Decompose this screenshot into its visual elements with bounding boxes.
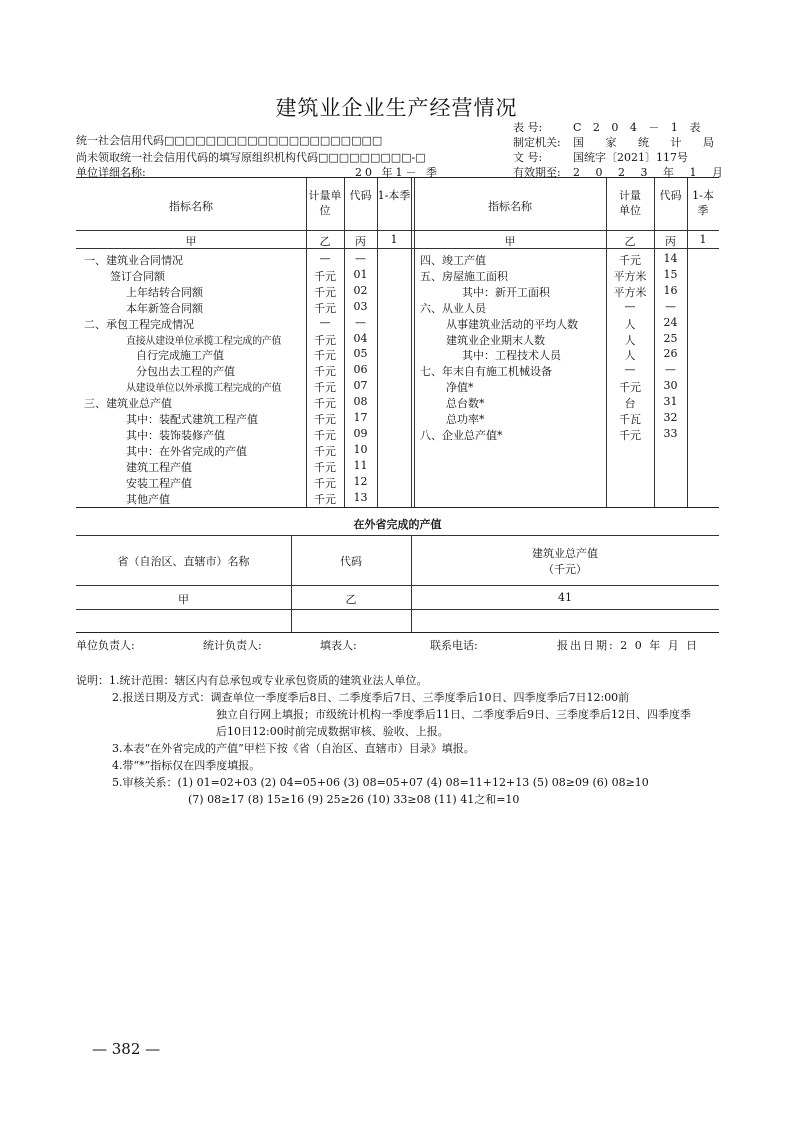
indicator-code: 10 bbox=[353, 442, 368, 456]
indicator-unit: 千元 bbox=[314, 381, 336, 395]
indicator-name: 建筑业企业期末人数 bbox=[446, 333, 545, 347]
indicator-code: 15 bbox=[663, 267, 678, 281]
org-label: 制定机关: bbox=[513, 136, 561, 149]
row-label-bing-left: 丙 bbox=[355, 235, 366, 248]
indicator-name: 四、竣工产值 bbox=[420, 254, 486, 267]
page-title: 建筑业企业生产经营情况 bbox=[275, 96, 518, 120]
indicator-unit: 千元 bbox=[619, 428, 641, 442]
indicator-name: 八、企业总产值* bbox=[420, 428, 503, 442]
indicator-unit: 人 bbox=[624, 333, 636, 347]
indicator-name: 分包出去工程的产值 bbox=[136, 365, 235, 379]
form-no: C 2 0 4 － 1 表 bbox=[573, 121, 705, 134]
valid-until: 2 0 2 3 年 1 月 bbox=[573, 166, 729, 179]
indicator-code: — bbox=[665, 299, 676, 313]
row-label-jia-right: 甲 bbox=[504, 235, 516, 248]
indicator-code: 02 bbox=[353, 283, 368, 297]
col-header-value-right: 1-本季 bbox=[692, 189, 714, 217]
indicator-unit: 千元 bbox=[619, 381, 641, 395]
indicator-code: 13 bbox=[353, 490, 368, 504]
indicator-unit: 千元 bbox=[619, 254, 641, 267]
indicator-code: 30 bbox=[663, 379, 678, 393]
indicator-unit: — bbox=[319, 252, 331, 265]
indicator-name: 总台数* bbox=[446, 397, 485, 411]
indicator-name: 签订合同额 bbox=[110, 269, 165, 283]
indicator-unit: 千元 bbox=[314, 444, 336, 458]
indicator-code: — bbox=[355, 315, 366, 329]
indicator-unit: 千元 bbox=[314, 349, 336, 363]
indicator-name: 其中：装饰装修产值 bbox=[126, 428, 225, 442]
note-line: 后10日12:00时前完成数据审核、验收、上报。 bbox=[216, 725, 449, 738]
row-label-bing-right: 丙 bbox=[665, 235, 676, 248]
indicator-name: 一、建筑业合同情况 bbox=[84, 254, 183, 267]
outside-col-code: 代码 bbox=[340, 555, 362, 568]
indicator-code: 33 bbox=[663, 426, 678, 440]
indicator-name: 六、从业人员 bbox=[420, 301, 486, 315]
indicator-code: 04 bbox=[353, 331, 368, 345]
indicator-name: 建筑工程产值 bbox=[126, 460, 192, 474]
indicator-unit: 平方米 bbox=[613, 269, 647, 283]
col-header-name-left: 指标名称 bbox=[169, 200, 213, 213]
table-bottom-rule bbox=[76, 507, 719, 508]
indicator-unit: 千元 bbox=[314, 285, 336, 299]
row-label-1-right: 1 bbox=[699, 233, 707, 246]
indicator-name: 三、建筑业总产值 bbox=[84, 397, 172, 411]
indicator-code: 07 bbox=[353, 379, 368, 393]
note-line: 5.审核关系：(1) 01=02+03 (2) 04=05+06 (3) 08=05+07 (4) 08=11+12+13 (5) 08≥09 (6) 08≥10 bbox=[112, 776, 649, 789]
indicator-code: 32 bbox=[663, 411, 678, 424]
indicator-name: 二、承包工程完成情况 bbox=[84, 317, 194, 331]
table-top-rule bbox=[76, 177, 719, 178]
indicator-code: 09 bbox=[353, 426, 368, 440]
indicator-unit: 人 bbox=[624, 317, 636, 331]
indicator-unit: 千元 bbox=[314, 333, 336, 347]
indicator-unit: 千元 bbox=[314, 413, 336, 426]
report-period: 20 年1－ 季 bbox=[355, 166, 440, 179]
indicator-name: 从事建筑业活动的平均人数 bbox=[446, 317, 578, 331]
indicator-code: 14 bbox=[663, 252, 678, 265]
indicator-code: 16 bbox=[663, 283, 678, 297]
indicator-code: 01 bbox=[353, 267, 368, 281]
indicator-code: 03 bbox=[353, 299, 368, 313]
indicator-code: 06 bbox=[353, 363, 368, 377]
unit-head-field: 单位负责人: bbox=[76, 639, 135, 652]
indicator-unit: — bbox=[624, 363, 636, 377]
indicator-name: 其中：新开工面积 bbox=[462, 285, 550, 299]
indicator-unit: 千元 bbox=[314, 492, 336, 506]
col-header-code-left: 代码 bbox=[349, 189, 372, 202]
page-number: — 382 — bbox=[92, 1040, 161, 1058]
notes bbox=[76, 672, 726, 808]
indicator-name: 其中：工程技术人员 bbox=[462, 349, 561, 363]
indicator-unit: 平方米 bbox=[613, 285, 647, 299]
indicator-unit: 人 bbox=[624, 349, 636, 363]
col-header-unit-left: 计量单位 bbox=[308, 189, 342, 217]
indicator-unit: 千元 bbox=[314, 476, 336, 490]
indicator-unit: 千元 bbox=[314, 365, 336, 379]
indicator-unit: 千元 bbox=[314, 460, 336, 474]
stat-head-field: 统计负责人: bbox=[203, 639, 262, 652]
indicator-code: 26 bbox=[663, 347, 678, 361]
indicator-name: 从建设单位以外承揽工程完成的产值 bbox=[126, 383, 282, 395]
col-header-value-left: 1-本季 bbox=[377, 189, 411, 202]
row-label-1-left: 1 bbox=[390, 233, 398, 246]
indicator-unit: 千元 bbox=[314, 397, 336, 411]
org-code-line: 尚未领取统一社会信用代码的填写原组织机构代码□□□□□□□□□-□ bbox=[76, 151, 426, 164]
indicator-name: 自行完成施工产值 bbox=[136, 349, 224, 363]
indicator-code: 11 bbox=[353, 458, 368, 472]
indicator-unit: 千元 bbox=[314, 428, 336, 442]
filler-field: 填表人: bbox=[320, 639, 357, 652]
outside-col-value-b: （千元） bbox=[543, 563, 587, 576]
indicator-name: 其他产值 bbox=[126, 492, 170, 506]
indicator-name: 其中：在外省完成的产值 bbox=[126, 444, 247, 458]
outside-caption: 在外省完成的产值 bbox=[353, 518, 442, 531]
indicator-name: 七、年末自有施工机械设备 bbox=[420, 365, 552, 379]
indicator-code: 17 bbox=[353, 411, 368, 424]
indicator-code: 08 bbox=[353, 395, 368, 409]
note-line: (7) 08≥17 (8) 15≥16 (9) 25≥26 (10) 33≥08 (11) 41之和=10 bbox=[188, 793, 520, 806]
col-header-code-right: 代码 bbox=[659, 189, 682, 202]
note-line: 3.本表“在外省完成的产值”甲栏下按《省（自治区、直辖市）目录》填报。 bbox=[112, 742, 475, 755]
org-name: 国 家 统 计 局 bbox=[573, 136, 723, 149]
indicator-name: 直接从建设单位承揽工程完成的产值 bbox=[126, 335, 282, 347]
indicator-name: 五、房屋施工面积 bbox=[420, 269, 508, 283]
phone-field: 联系电话: bbox=[430, 639, 478, 652]
indicator-name: 净值* bbox=[446, 381, 474, 395]
note-line: 4.带“*”指标仅在四季度填报。 bbox=[112, 759, 261, 772]
col-header-name-right: 指标名称 bbox=[488, 200, 532, 213]
indicator-code: 25 bbox=[663, 331, 678, 345]
indicator-unit: 台 bbox=[624, 397, 636, 411]
col-header-unit-right: 计量单位 bbox=[619, 189, 641, 217]
row-label-yi-left: 乙 bbox=[319, 235, 331, 248]
indicator-code: — bbox=[665, 363, 676, 377]
indicator-name: 安装工程产值 bbox=[126, 476, 192, 490]
unit-name-label: 单位详细名称: bbox=[76, 166, 146, 179]
indicator-code: 12 bbox=[353, 474, 368, 488]
outside-row-code: 乙 bbox=[345, 593, 357, 606]
doc-number: 国统字〔2021〕117号 bbox=[573, 151, 688, 164]
indicator-name: 上年结转合同额 bbox=[126, 285, 203, 299]
indicator-name: 总功率* bbox=[446, 413, 485, 426]
indicator-unit: 千元 bbox=[314, 301, 336, 315]
indicator-name: 其中：装配式建筑工程产值 bbox=[126, 413, 258, 426]
valid-label: 有效期至: bbox=[513, 166, 561, 179]
indicator-unit: — bbox=[624, 299, 636, 313]
row-label-yi-right: 乙 bbox=[624, 235, 636, 248]
doc-label: 文 号: bbox=[513, 151, 543, 164]
outside-row-value: 41 bbox=[558, 591, 572, 604]
outside-col-value-a: 建筑业总产值 bbox=[532, 547, 598, 560]
note-line: 2.报送日期及方式：调查单位一季度季后8日、二季度季后7日、三季度季后10日、四季度季后7日12:00前 bbox=[112, 691, 630, 704]
indicator-name: 本年新签合同额 bbox=[126, 301, 203, 315]
indicator-code: 24 bbox=[663, 315, 678, 329]
indicator-unit: — bbox=[319, 315, 331, 329]
indicator-code: 05 bbox=[353, 347, 368, 361]
note-line: 独立自行网上填报；市级统计机构一季度季后11日、二季度季后9日、三季度季后12日、四季度季 bbox=[216, 708, 691, 721]
credit-code-line: 统一社会信用代码□□□□□□□□□□□□□□□□□□□□□ bbox=[76, 134, 383, 147]
indicator-code: 31 bbox=[663, 395, 678, 409]
form-no-label: 表 号: bbox=[513, 121, 543, 134]
row-label-jia-left: 甲 bbox=[185, 235, 197, 248]
indicator-unit: 千瓦 bbox=[619, 413, 641, 426]
indicator-code: — bbox=[355, 252, 366, 265]
indicator-unit: 千元 bbox=[314, 269, 336, 283]
report-date-field: 报出日期: 2 0 年 月 日 bbox=[557, 639, 700, 652]
note-line: 说明：1.统计范围：辖区内有总承包或专业承包资质的建筑业法人单位。 bbox=[76, 674, 428, 687]
outside-col-province: 省（自治区、直辖市）名称 bbox=[117, 555, 250, 568]
outside-row-name: 甲 bbox=[178, 593, 189, 606]
